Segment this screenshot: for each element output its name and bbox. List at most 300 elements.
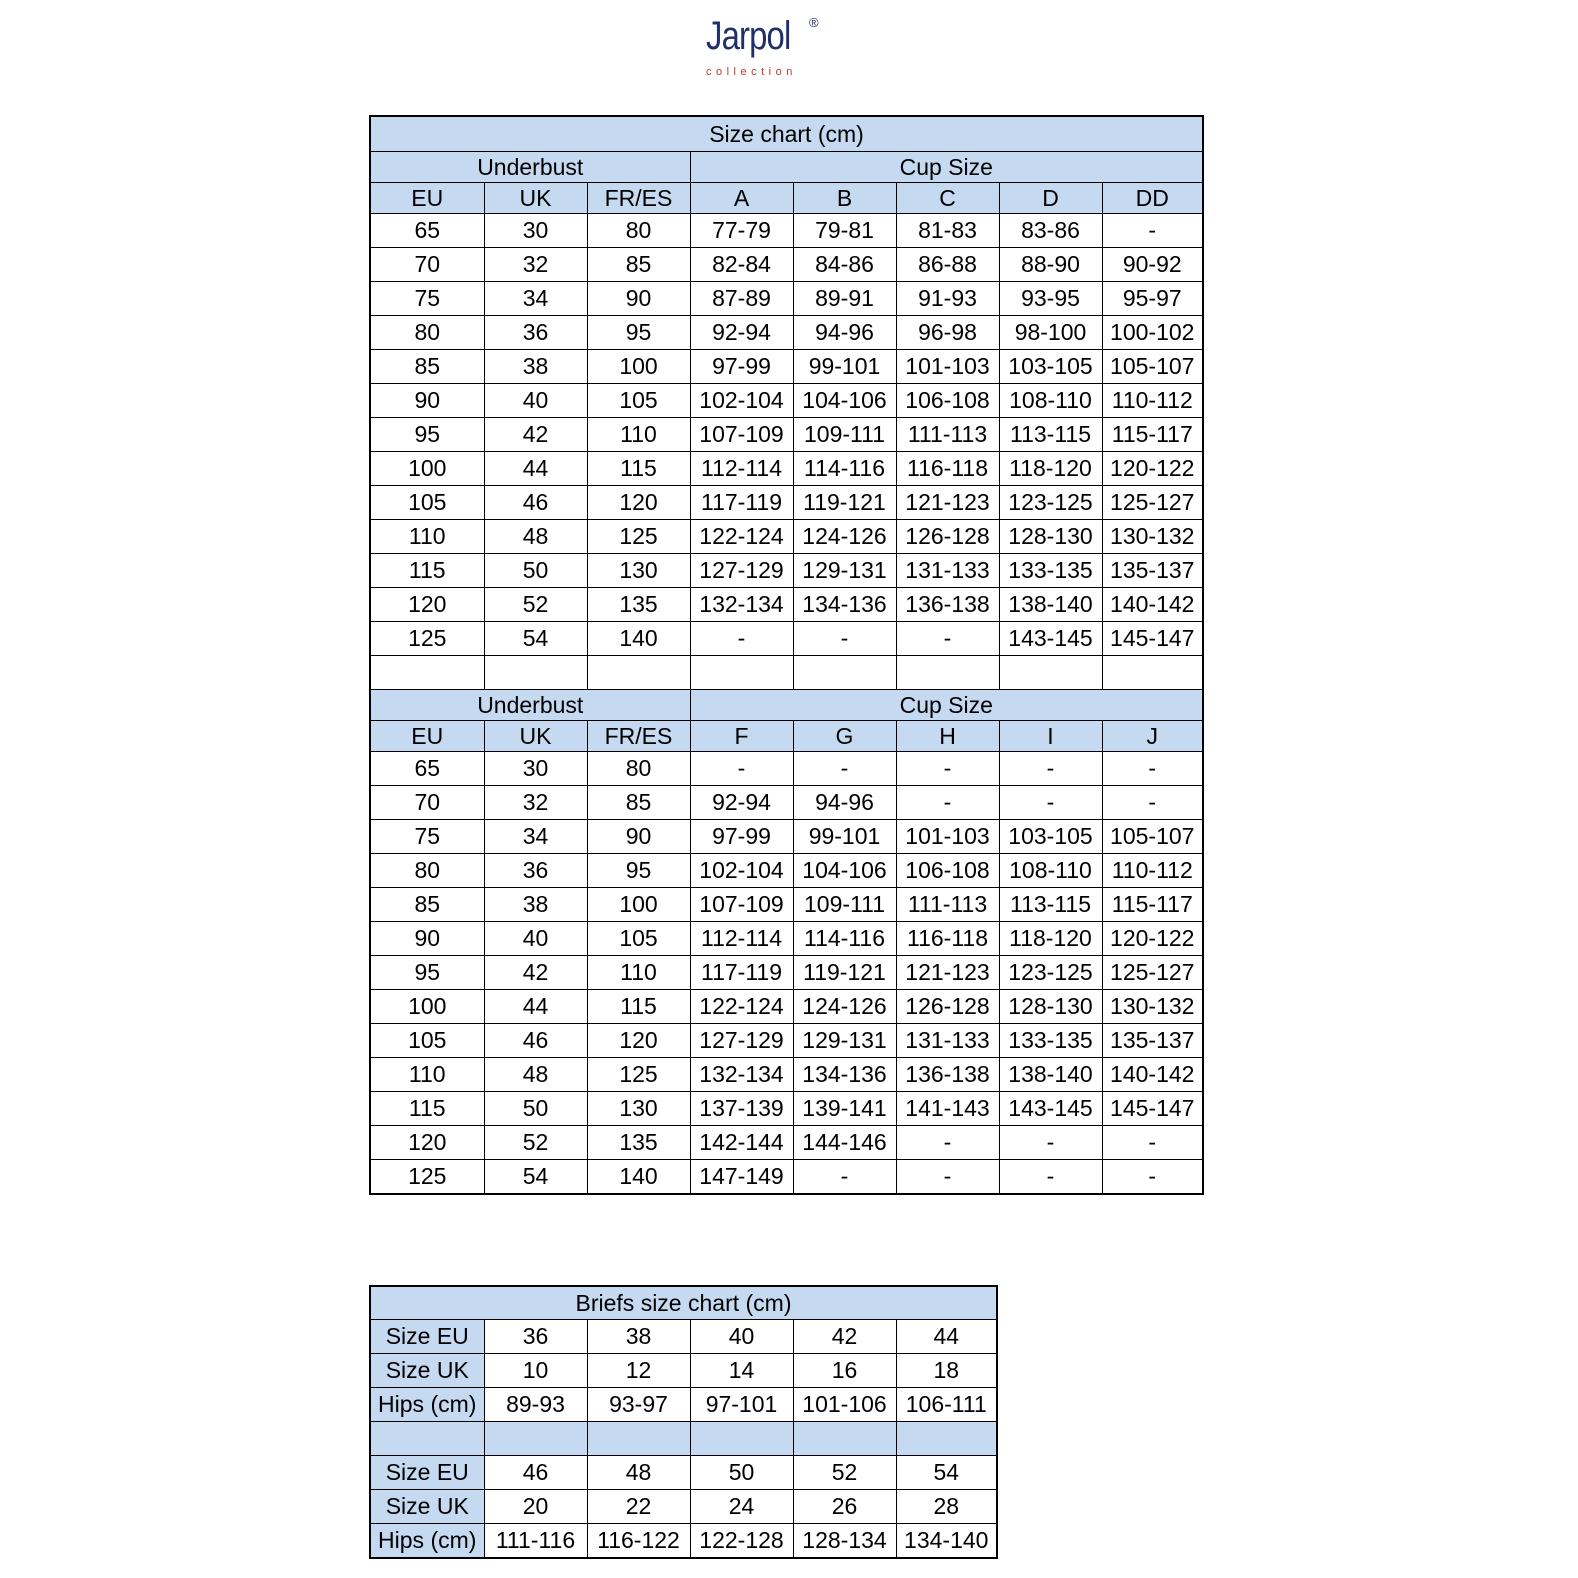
- band-size-cell: 46: [484, 1024, 587, 1058]
- cup-range-cell: 119-121: [793, 956, 896, 990]
- band-size-cell: 95: [587, 316, 690, 350]
- cup-range-cell: 125-127: [1102, 486, 1203, 520]
- spacer-cell: [896, 1422, 997, 1456]
- cup-range-cell: 116-118: [896, 922, 999, 956]
- spacer-cell: [370, 1422, 484, 1456]
- band-size-cell: 85: [370, 350, 484, 384]
- cup-range-cell: 92-94: [690, 786, 793, 820]
- table-row: [370, 1058, 1203, 1092]
- registered-mark: ®: [809, 15, 819, 30]
- band-size-cell: 120: [587, 1024, 690, 1058]
- cup-range-cell: 99-101: [793, 350, 896, 384]
- cup-range-cell: 116-118: [896, 452, 999, 486]
- band-size-cell: 80: [587, 752, 690, 786]
- band-size-cell: 130: [587, 554, 690, 588]
- cup-range-cell: 103-105: [999, 350, 1102, 384]
- cup-range-cell: 126-128: [896, 990, 999, 1024]
- cup-range-cell: 140-142: [1102, 1058, 1203, 1092]
- cup-range-cell: 129-131: [793, 1024, 896, 1058]
- cup-range-cell: 110-112: [1102, 384, 1203, 418]
- band-size-cell: 135: [587, 1126, 690, 1160]
- table-row: [370, 588, 1203, 622]
- cup-range-cell: 133-135: [999, 1024, 1102, 1058]
- blank-cell: [370, 656, 484, 690]
- cup-range-cell: 124-126: [793, 520, 896, 554]
- briefs-row: [370, 1320, 997, 1354]
- briefs-value-cell: 38: [587, 1320, 690, 1354]
- briefs-value-cell: 22: [587, 1490, 690, 1524]
- band-size-cell: 105: [587, 384, 690, 418]
- cup-column-header: H: [896, 721, 999, 752]
- blank-cell: [587, 656, 690, 690]
- band-size-cell: 100: [587, 888, 690, 922]
- band-size-cell: 110: [370, 520, 484, 554]
- cup-range-cell: 82-84: [690, 248, 793, 282]
- cup-range-cell: 115-117: [1102, 418, 1203, 452]
- band-size-cell: 75: [370, 282, 484, 316]
- table-row: [370, 418, 1203, 452]
- cup-range-cell: 133-135: [999, 554, 1102, 588]
- blank-cell: [690, 656, 793, 690]
- cup-range-cell: 129-131: [793, 554, 896, 588]
- band-size-cell: 80: [370, 854, 484, 888]
- cup-range-cell: 101-103: [896, 820, 999, 854]
- band-size-cell: 100: [370, 990, 484, 1024]
- band-size-cell: 48: [484, 520, 587, 554]
- cup-range-cell: 114-116: [793, 452, 896, 486]
- table-row: [370, 316, 1203, 350]
- band-size-cell: 36: [484, 316, 587, 350]
- band-size-cell: 70: [370, 248, 484, 282]
- cup-range-cell: 100-102: [1102, 316, 1203, 350]
- cup-range-cell: -: [896, 752, 999, 786]
- cup-range-cell: 127-129: [690, 1024, 793, 1058]
- row-label: Size UK: [370, 1354, 484, 1388]
- cup-range-cell: 147-149: [690, 1160, 793, 1195]
- cup-range-cell: 83-86: [999, 214, 1102, 248]
- cup-range-cell: -: [1102, 214, 1203, 248]
- briefs-row: [370, 1354, 997, 1388]
- table-row: [370, 752, 1203, 786]
- table-row: [370, 248, 1203, 282]
- band-column-header: FR/ES: [587, 183, 690, 214]
- cup-range-cell: 138-140: [999, 1058, 1102, 1092]
- band-column-header: FR/ES: [587, 721, 690, 752]
- briefs-value-cell: 42: [793, 1320, 896, 1354]
- band-size-cell: 80: [587, 214, 690, 248]
- band-size-cell: 46: [484, 486, 587, 520]
- cup-range-cell: 137-139: [690, 1092, 793, 1126]
- briefs-value-cell: 89-93: [484, 1388, 587, 1422]
- cup-range-cell: -: [999, 786, 1102, 820]
- cup-range-cell: 121-123: [896, 486, 999, 520]
- band-size-cell: 105: [370, 1024, 484, 1058]
- band-size-cell: 50: [484, 1092, 587, 1126]
- cup-range-cell: 94-96: [793, 786, 896, 820]
- band-size-cell: 115: [370, 1092, 484, 1126]
- band-size-cell: 48: [484, 1058, 587, 1092]
- table-row: [370, 350, 1203, 384]
- cup-range-cell: 106-108: [896, 854, 999, 888]
- cup-range-cell: -: [896, 786, 999, 820]
- band-size-cell: 38: [484, 350, 587, 384]
- bra-size-chart-table: [369, 115, 1204, 1195]
- cup-range-cell: -: [793, 752, 896, 786]
- cup-range-cell: 143-145: [999, 622, 1102, 656]
- table-row: [370, 1160, 1203, 1195]
- cup-range-cell: 110-112: [1102, 854, 1203, 888]
- group-header-row: [370, 690, 1203, 721]
- cup-range-cell: 87-89: [690, 282, 793, 316]
- cup-range-cell: 134-136: [793, 1058, 896, 1092]
- blank-cell: [999, 656, 1102, 690]
- column-header-row: [370, 721, 1203, 752]
- cup-range-cell: 120-122: [1102, 452, 1203, 486]
- row-label: Size EU: [370, 1320, 484, 1354]
- band-size-cell: 100: [370, 452, 484, 486]
- cup-range-cell: -: [896, 1126, 999, 1160]
- cup-range-cell: 77-79: [690, 214, 793, 248]
- cup-range-cell: 101-103: [896, 350, 999, 384]
- cup-range-cell: 118-120: [999, 452, 1102, 486]
- briefs-value-cell: 106-111: [896, 1388, 997, 1422]
- cup-range-cell: 134-136: [793, 588, 896, 622]
- band-size-cell: 90: [370, 922, 484, 956]
- cup-column-header: I: [999, 721, 1102, 752]
- cup-range-cell: 121-123: [896, 956, 999, 990]
- cup-range-cell: 92-94: [690, 316, 793, 350]
- table-row: [370, 554, 1203, 588]
- band-size-cell: 120: [370, 588, 484, 622]
- table-row: [370, 820, 1203, 854]
- cup-range-cell: 112-114: [690, 922, 793, 956]
- band-size-cell: 34: [484, 820, 587, 854]
- cup-range-cell: 105-107: [1102, 820, 1203, 854]
- band-size-cell: 125: [587, 1058, 690, 1092]
- briefs-value-cell: 54: [896, 1456, 997, 1490]
- jarpol-logo: [706, 14, 856, 84]
- column-header-row: [370, 183, 1203, 214]
- briefs-value-cell: 48: [587, 1456, 690, 1490]
- cup-range-cell: 86-88: [896, 248, 999, 282]
- band-size-cell: 75: [370, 820, 484, 854]
- cup-range-cell: 107-109: [690, 888, 793, 922]
- row-label: Size EU: [370, 1456, 484, 1490]
- briefs-value-cell: 116-122: [587, 1524, 690, 1559]
- cup-range-cell: 106-108: [896, 384, 999, 418]
- band-column-header: EU: [370, 183, 484, 214]
- cup-range-cell: 104-106: [793, 854, 896, 888]
- band-size-cell: 130: [587, 1092, 690, 1126]
- briefs-value-cell: 128-134: [793, 1524, 896, 1559]
- blank-cell: [484, 656, 587, 690]
- logo-subtitle: collection: [706, 66, 797, 78]
- blank-cell: [896, 656, 999, 690]
- cup-range-cell: 145-147: [1102, 1092, 1203, 1126]
- band-column-header: EU: [370, 721, 484, 752]
- band-size-cell: 105: [587, 922, 690, 956]
- table-row: [370, 1126, 1203, 1160]
- briefs-value-cell: 20: [484, 1490, 587, 1524]
- cup-range-cell: 99-101: [793, 820, 896, 854]
- table-row: [370, 282, 1203, 316]
- cup-range-cell: 124-126: [793, 990, 896, 1024]
- cup-range-cell: -: [999, 1126, 1102, 1160]
- cup-range-cell: 136-138: [896, 588, 999, 622]
- briefs-row: [370, 1490, 997, 1524]
- band-size-cell: 65: [370, 214, 484, 248]
- band-size-cell: 115: [587, 452, 690, 486]
- cup-range-cell: 97-99: [690, 820, 793, 854]
- spacer-cell: [484, 1422, 587, 1456]
- row-label: Size UK: [370, 1490, 484, 1524]
- band-column-header: UK: [484, 721, 587, 752]
- chart-title-row: [370, 116, 1203, 152]
- underbust-header: Underbust: [370, 690, 690, 721]
- band-size-cell: 125: [587, 520, 690, 554]
- band-size-cell: 110: [370, 1058, 484, 1092]
- band-size-cell: 80: [370, 316, 484, 350]
- briefs-value-cell: 134-140: [896, 1524, 997, 1559]
- chart-title: Size chart (cm): [370, 116, 1203, 152]
- band-size-cell: 140: [587, 1160, 690, 1195]
- band-size-cell: 42: [484, 418, 587, 452]
- cup-range-cell: 108-110: [999, 384, 1102, 418]
- cup-range-cell: 136-138: [896, 1058, 999, 1092]
- cup-range-cell: 135-137: [1102, 1024, 1203, 1058]
- cup-range-cell: 115-117: [1102, 888, 1203, 922]
- cup-range-cell: 96-98: [896, 316, 999, 350]
- cup-range-cell: 103-105: [999, 820, 1102, 854]
- cup-range-cell: 91-93: [896, 282, 999, 316]
- band-size-cell: 42: [484, 956, 587, 990]
- cup-range-cell: 105-107: [1102, 350, 1203, 384]
- cup-range-cell: 117-119: [690, 956, 793, 990]
- cup-range-cell: -: [1102, 1126, 1203, 1160]
- cup-range-cell: 144-146: [793, 1126, 896, 1160]
- cup-range-cell: 145-147: [1102, 622, 1203, 656]
- cup-range-cell: 90-92: [1102, 248, 1203, 282]
- cup-column-header: F: [690, 721, 793, 752]
- cup-range-cell: -: [896, 1160, 999, 1195]
- band-size-cell: 135: [587, 588, 690, 622]
- cup-range-cell: 132-134: [690, 1058, 793, 1092]
- table-row: [370, 622, 1203, 656]
- spacer-cell: [690, 1422, 793, 1456]
- cup-range-cell: 107-109: [690, 418, 793, 452]
- band-size-cell: 110: [587, 418, 690, 452]
- cup-range-cell: 130-132: [1102, 990, 1203, 1024]
- cup-range-cell: 143-145: [999, 1092, 1102, 1126]
- cup-range-cell: 98-100: [999, 316, 1102, 350]
- blank-cell: [793, 656, 896, 690]
- band-size-cell: 125: [370, 622, 484, 656]
- cup-range-cell: 123-125: [999, 956, 1102, 990]
- briefs-value-cell: 24: [690, 1490, 793, 1524]
- cup-range-cell: 132-134: [690, 588, 793, 622]
- cup-range-cell: 89-91: [793, 282, 896, 316]
- cup-range-cell: 120-122: [1102, 922, 1203, 956]
- briefs-value-cell: 26: [793, 1490, 896, 1524]
- cup-range-cell: 104-106: [793, 384, 896, 418]
- cup-range-cell: 127-129: [690, 554, 793, 588]
- band-size-cell: 115: [587, 990, 690, 1024]
- band-size-cell: 38: [484, 888, 587, 922]
- table-row: [370, 452, 1203, 486]
- cup-range-cell: 122-124: [690, 520, 793, 554]
- cup-range-cell: 131-133: [896, 554, 999, 588]
- briefs-row: [370, 1524, 997, 1559]
- band-size-cell: 44: [484, 990, 587, 1024]
- band-size-cell: 30: [484, 214, 587, 248]
- cup-range-cell: 122-124: [690, 990, 793, 1024]
- briefs-value-cell: 12: [587, 1354, 690, 1388]
- cup-range-cell: 94-96: [793, 316, 896, 350]
- table-row: [370, 922, 1203, 956]
- briefs-size-chart-table: [369, 1285, 998, 1559]
- cup-range-cell: 102-104: [690, 384, 793, 418]
- cup-range-cell: 84-86: [793, 248, 896, 282]
- cup-range-cell: -: [690, 752, 793, 786]
- cup-range-cell: 126-128: [896, 520, 999, 554]
- cup-range-cell: 111-113: [896, 418, 999, 452]
- cup-range-cell: 141-143: [896, 1092, 999, 1126]
- briefs-value-cell: 10: [484, 1354, 587, 1388]
- band-size-cell: 54: [484, 622, 587, 656]
- band-size-cell: 70: [370, 786, 484, 820]
- cup-size-header: Cup Size: [690, 152, 1203, 183]
- band-size-cell: 95: [370, 418, 484, 452]
- group-header-row: [370, 152, 1203, 183]
- band-size-cell: 90: [587, 820, 690, 854]
- table-row: [370, 888, 1203, 922]
- cup-range-cell: 109-111: [793, 418, 896, 452]
- briefs-row: [370, 1388, 997, 1422]
- underbust-header: Underbust: [370, 152, 690, 183]
- cup-range-cell: -: [690, 622, 793, 656]
- cup-range-cell: 138-140: [999, 588, 1102, 622]
- band-size-cell: 52: [484, 1126, 587, 1160]
- band-size-cell: 120: [370, 1126, 484, 1160]
- cup-range-cell: 109-111: [793, 888, 896, 922]
- cup-column-header: B: [793, 183, 896, 214]
- cup-range-cell: 97-99: [690, 350, 793, 384]
- briefs-value-cell: 28: [896, 1490, 997, 1524]
- cup-range-cell: -: [793, 622, 896, 656]
- band-size-cell: 54: [484, 1160, 587, 1195]
- cup-range-cell: 119-121: [793, 486, 896, 520]
- cup-range-cell: -: [1102, 786, 1203, 820]
- cup-range-cell: 128-130: [999, 990, 1102, 1024]
- briefs-value-cell: 36: [484, 1320, 587, 1354]
- cup-range-cell: 95-97: [1102, 282, 1203, 316]
- briefs-value-cell: 52: [793, 1456, 896, 1490]
- band-size-cell: 36: [484, 854, 587, 888]
- band-size-cell: 95: [587, 854, 690, 888]
- cup-range-cell: 112-114: [690, 452, 793, 486]
- band-size-cell: 65: [370, 752, 484, 786]
- cup-range-cell: 125-127: [1102, 956, 1203, 990]
- cup-column-header: C: [896, 183, 999, 214]
- cup-range-cell: 123-125: [999, 486, 1102, 520]
- band-size-cell: 40: [484, 922, 587, 956]
- table-row: [370, 854, 1203, 888]
- band-size-cell: 52: [484, 588, 587, 622]
- cup-range-cell: 102-104: [690, 854, 793, 888]
- table-row: [370, 786, 1203, 820]
- band-size-cell: 95: [370, 956, 484, 990]
- cup-range-cell: 113-115: [999, 888, 1102, 922]
- cup-column-header: A: [690, 183, 793, 214]
- band-size-cell: 40: [484, 384, 587, 418]
- briefs-value-cell: 40: [690, 1320, 793, 1354]
- row-label: Hips (cm): [370, 1388, 484, 1422]
- band-size-cell: 115: [370, 554, 484, 588]
- cup-range-cell: 108-110: [999, 854, 1102, 888]
- cup-range-cell: 118-120: [999, 922, 1102, 956]
- band-size-cell: 85: [587, 786, 690, 820]
- briefs-title-row: [370, 1286, 997, 1320]
- band-size-cell: 32: [484, 248, 587, 282]
- briefs-value-cell: 101-106: [793, 1388, 896, 1422]
- row-label: Hips (cm): [370, 1524, 484, 1559]
- table-row: [370, 384, 1203, 418]
- cup-range-cell: 140-142: [1102, 588, 1203, 622]
- briefs-row: [370, 1456, 997, 1490]
- briefs-value-cell: 44: [896, 1320, 997, 1354]
- cup-range-cell: -: [999, 752, 1102, 786]
- spacer-cell: [793, 1422, 896, 1456]
- band-size-cell: 100: [587, 350, 690, 384]
- briefs-value-cell: 14: [690, 1354, 793, 1388]
- band-size-cell: 105: [370, 486, 484, 520]
- briefs-value-cell: 97-101: [690, 1388, 793, 1422]
- cup-range-cell: -: [896, 622, 999, 656]
- band-size-cell: 110: [587, 956, 690, 990]
- cup-range-cell: 117-119: [690, 486, 793, 520]
- table-row: [370, 1024, 1203, 1058]
- cup-range-cell: 88-90: [999, 248, 1102, 282]
- band-size-cell: 90: [370, 384, 484, 418]
- briefs-value-cell: 111-116: [484, 1524, 587, 1559]
- table-row: [370, 1092, 1203, 1126]
- briefs-spacer-row: [370, 1422, 997, 1456]
- cup-range-cell: 111-113: [896, 888, 999, 922]
- logo-name: Jarpol: [706, 14, 791, 58]
- band-column-header: UK: [484, 183, 587, 214]
- cup-range-cell: -: [793, 1160, 896, 1195]
- band-size-cell: 85: [587, 248, 690, 282]
- cup-range-cell: 79-81: [793, 214, 896, 248]
- band-size-cell: 125: [370, 1160, 484, 1195]
- cup-column-header: DD: [1102, 183, 1203, 214]
- cup-column-header: J: [1102, 721, 1203, 752]
- band-size-cell: 50: [484, 554, 587, 588]
- band-size-cell: 44: [484, 452, 587, 486]
- cup-range-cell: 114-116: [793, 922, 896, 956]
- briefs-value-cell: 46: [484, 1456, 587, 1490]
- briefs-value-cell: 122-128: [690, 1524, 793, 1559]
- cup-range-cell: -: [1102, 1160, 1203, 1195]
- cup-range-cell: -: [1102, 752, 1203, 786]
- briefs-value-cell: 93-97: [587, 1388, 690, 1422]
- briefs-value-cell: 16: [793, 1354, 896, 1388]
- briefs-value-cell: 18: [896, 1354, 997, 1388]
- cup-range-cell: -: [999, 1160, 1102, 1195]
- table-row: [370, 214, 1203, 248]
- band-size-cell: 32: [484, 786, 587, 820]
- cup-size-header: Cup Size: [690, 690, 1203, 721]
